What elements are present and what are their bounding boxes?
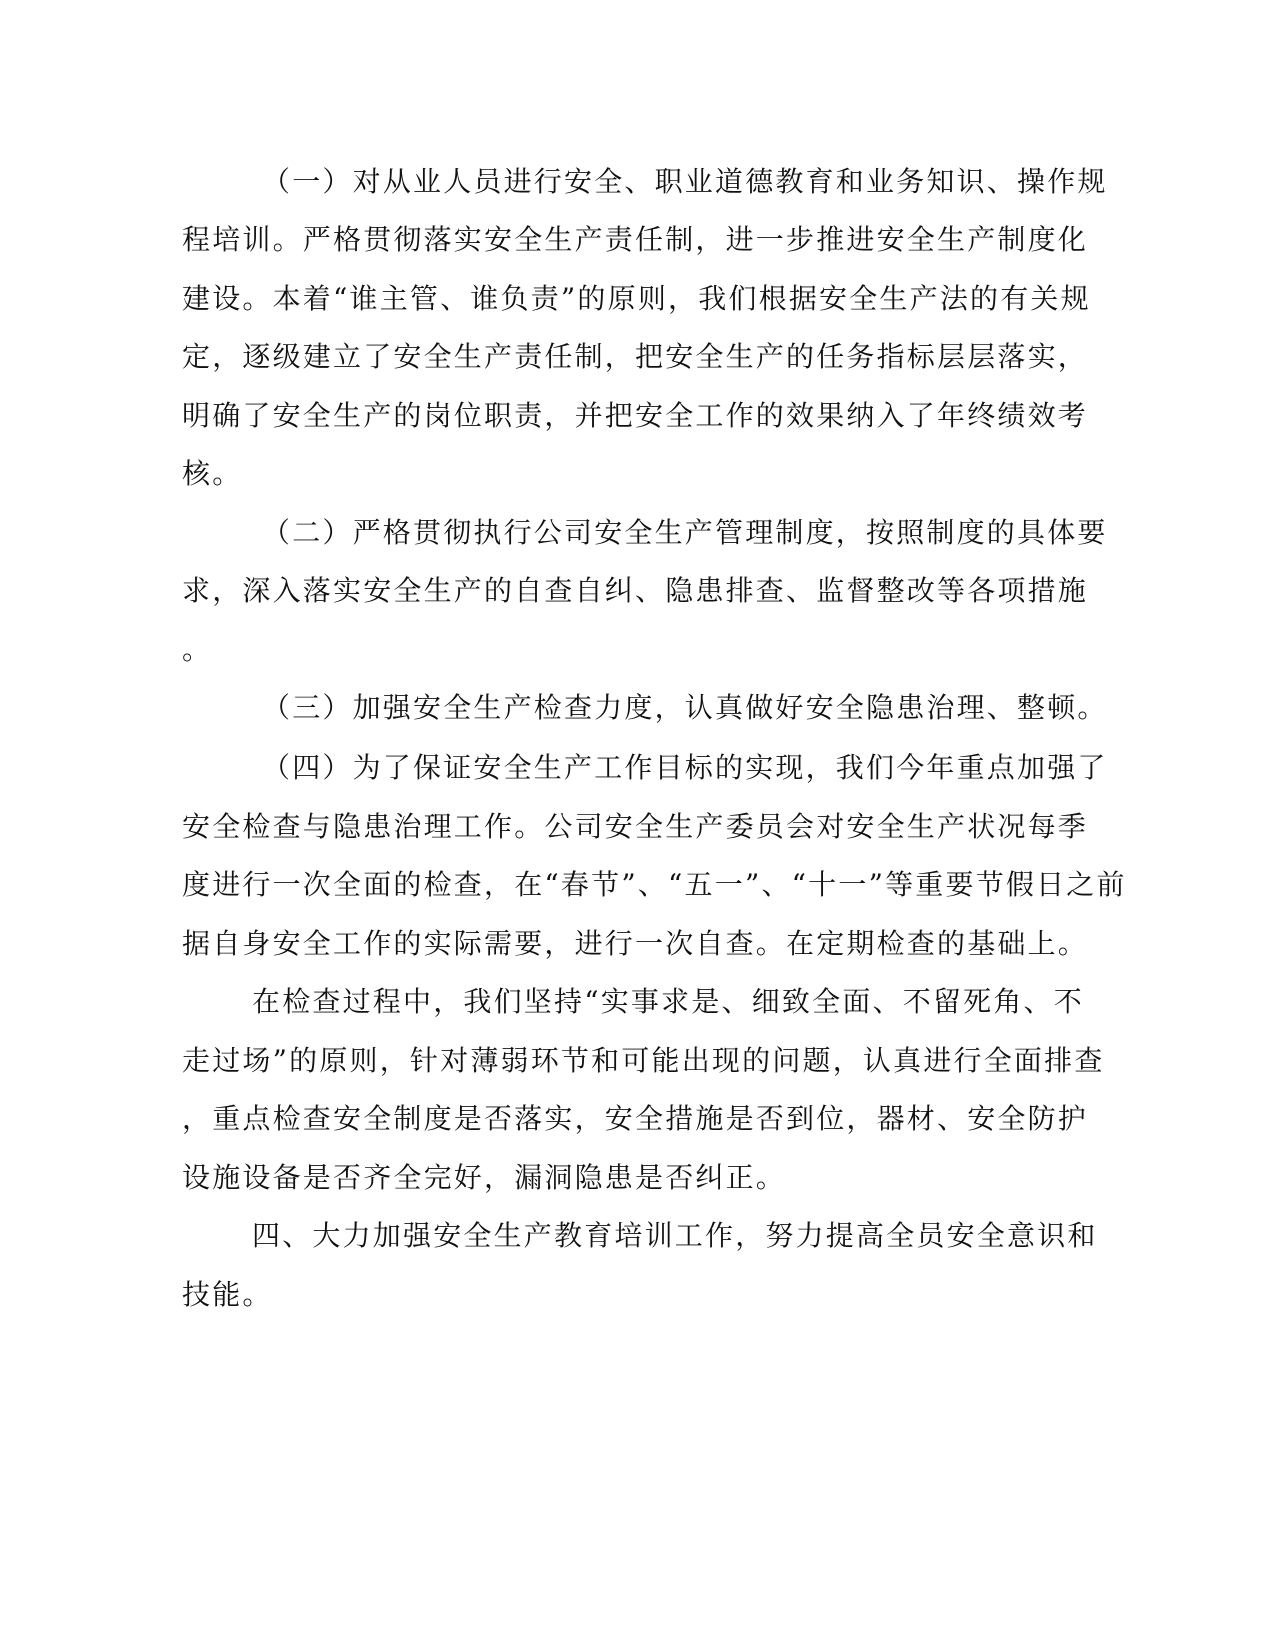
- text-line: 走过场”的原则，针对薄弱环节和可能出现的问题，认真进行全面排查: [182, 1044, 1105, 1077]
- text-line: 核。: [182, 457, 243, 490]
- text-line: （三）加强安全生产检查力度，认真做好安全隐患治理、整顿。: [262, 691, 1108, 724]
- text-line: （一）对从业人员进行安全、职业道德教育和业务知识、操作规: [262, 165, 1108, 198]
- text-line: （二）严格贯彻执行公司安全生产管理制度，按照制度的具体要: [262, 516, 1108, 549]
- text-line: 设施设备是否齐全完好，漏洞隐患是否纠正。: [182, 1161, 787, 1194]
- text-line: 技能。: [182, 1278, 273, 1311]
- text-line: 定，逐级建立了安全生产责任制，把安全生产的任务指标层层落实，: [182, 340, 1089, 373]
- text-line: 在检查过程中，我们坚持“实事求是、细致全面、不留死角、不: [252, 985, 1084, 1018]
- text-line: （四）为了保证安全生产工作目标的实现，我们今年重点加强了: [262, 751, 1108, 784]
- text-line: 明确了安全生产的岗位职责，并把安全工作的效果纳入了年终绩效考: [182, 399, 1089, 432]
- text-line: 据自身安全工作的实际需要，进行一次自查。在定期检查的基础上。: [182, 927, 1089, 960]
- text-line: 求，深入落实安全生产的自查自纠、隐患排查、监督整改等各项措施: [182, 574, 1089, 607]
- text-line: 。: [182, 633, 213, 666]
- text-line: 建设。本着“谁主管、谁负责”的原则，我们根据安全生产法的有关规: [182, 282, 1091, 315]
- text-line: 安全检查与隐患治理工作。公司安全生产委员会对安全生产状况每季: [182, 810, 1089, 843]
- text-line: ，重点检查安全制度是否落实，安全措施是否到位，器材、安全防护: [182, 1102, 1089, 1135]
- text-line: 程培训。严格贯彻落实安全生产责任制，进一步推进安全生产制度化: [182, 223, 1089, 256]
- text-line: 四、大力加强安全生产教育培训工作，努力提高全员安全意识和: [252, 1219, 1098, 1252]
- text-line: 度进行一次全面的检查，在“春节”、“五一”、“十一”等重要节假日之前: [182, 868, 1127, 901]
